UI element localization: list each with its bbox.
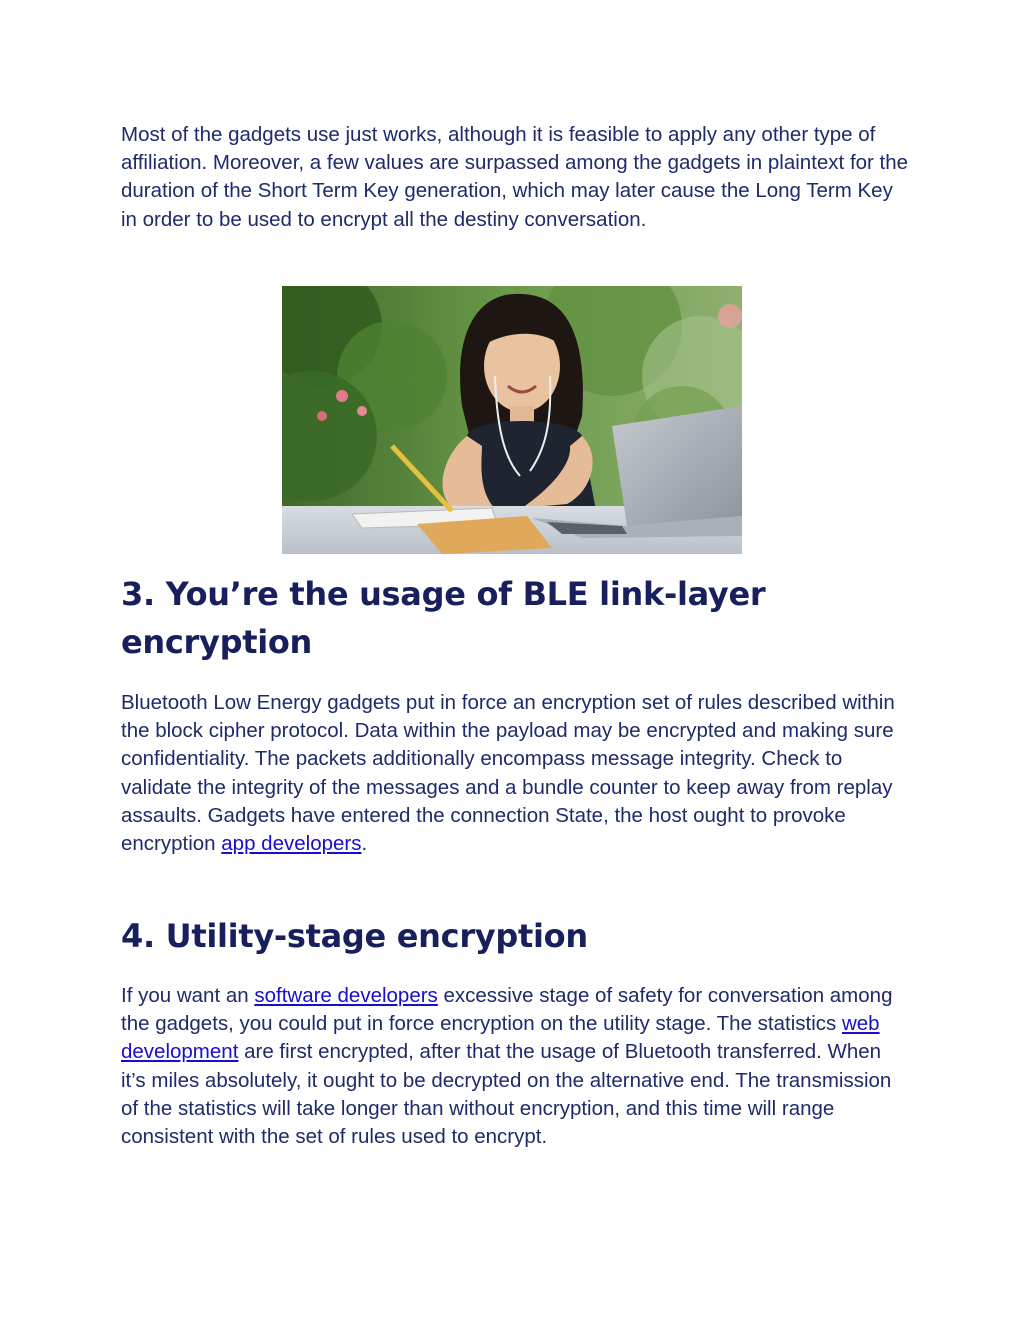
section-3-paragraph: [121, 689, 911, 858]
software-developers-link[interactable]: software developers: [254, 984, 438, 1007]
web-development-link[interactable]: web development: [121, 1012, 880, 1064]
section-4-text-pre: If you want an: [121, 984, 255, 1007]
section-4-text-post: are first encrypted, after that the usage of Bluetooth transferred. When it’s miles absolutely, it ought to be decrypted on the alternative end. The transmission of the statistics will take longer than without encryption, and this time will range consistent with the set of rules used to encrypt.: [121, 1040, 892, 1149]
section-3-text-pre: Bluetooth Low Energy gadgets put in force an encryption set of rules described within the block cipher protocol. Data within the payload may be encrypted and making sure confidentiality. The packets additionally encompass message integrity. Check to validate the integrity of the messages and a bundle counter to keep away from replay assaults. Gadgets have entered the connection State, the host ought to provoke encryption: [121, 691, 895, 856]
woman-studying-photo: [282, 286, 742, 554]
section-4-paragraph: [121, 982, 911, 1151]
section-4-text-mid: excessive stage of safety for conversation among the gadgets, you could put in force encryption on the utility stage. The statistics: [121, 984, 893, 1036]
intro-paragraph: Most of the gadgets use just works, although it is feasible to apply any other type of affiliation. Moreover, a few values are surpassed among the gadgets in plaintext for the duration of the Short Term Key generation, which may later cause the Long Term Key in order to be used to encrypt all the destiny conversation.: [121, 123, 909, 231]
section-3-text-post: .: [361, 832, 368, 856]
section-3-heading: 3. You’re the usage of BLE link-layer encryption: [121, 575, 766, 661]
app-developers-link[interactable]: app developers: [221, 832, 362, 856]
section-4-heading: 4. Utility-stage encryption: [121, 917, 588, 955]
